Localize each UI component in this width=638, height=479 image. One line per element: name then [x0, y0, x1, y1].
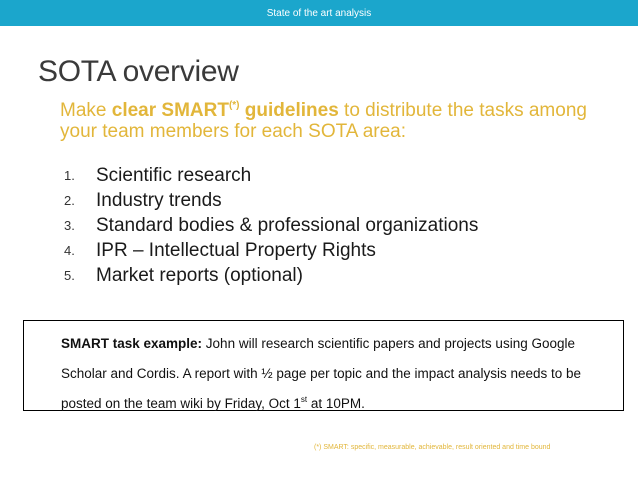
- intro-text: [60, 100, 620, 142]
- list-number: 4.: [64, 243, 75, 258]
- list-label: Scientific research: [96, 164, 252, 186]
- list-number: 5.: [64, 268, 75, 283]
- list-item: [64, 238, 478, 263]
- header-bar: [0, 0, 638, 26]
- intro-bold: clear SMART: [111, 100, 229, 121]
- footnote: (*) SMART: specific, measurable, achievable, result oriented and time bound: [314, 444, 551, 451]
- list-label: Market reports (optional): [96, 264, 303, 286]
- header-title: State of the art analysis: [266, 7, 372, 19]
- example-label: SMART task example:: [61, 336, 203, 351]
- list-item: [64, 213, 478, 238]
- list-item: [64, 263, 478, 288]
- list-number: 2.: [64, 193, 75, 208]
- list-label: Industry trends: [96, 189, 222, 211]
- list-label: Standard bodies & professional organizations: [96, 214, 479, 236]
- list-number: 3.: [64, 218, 75, 233]
- intro-post: to distribute the tasks among your team members for each SOTA area:: [60, 100, 587, 142]
- example-text-1: John will research scientific papers and projects using Google Scholar and Cordis. A report with ½ page per topic and the impact analysis needs to be posted on the team wiki by Friday, Oct 1: [61, 336, 582, 411]
- intro-bold-2: guidelines: [239, 100, 339, 121]
- intro-sup: (*): [228, 100, 240, 111]
- list-item: [64, 163, 478, 188]
- sota-area-list: [64, 163, 478, 288]
- example-sup: st: [300, 395, 308, 404]
- list-item: [64, 188, 478, 213]
- smart-example-box: [23, 320, 624, 411]
- example-text-2: at 10PM.: [307, 396, 365, 411]
- intro-pre: Make: [60, 100, 112, 121]
- list-label: IPR – Intellectual Property Rights: [96, 239, 376, 261]
- list-number: 1.: [64, 168, 75, 183]
- slide-title: SOTA overview: [38, 55, 239, 88]
